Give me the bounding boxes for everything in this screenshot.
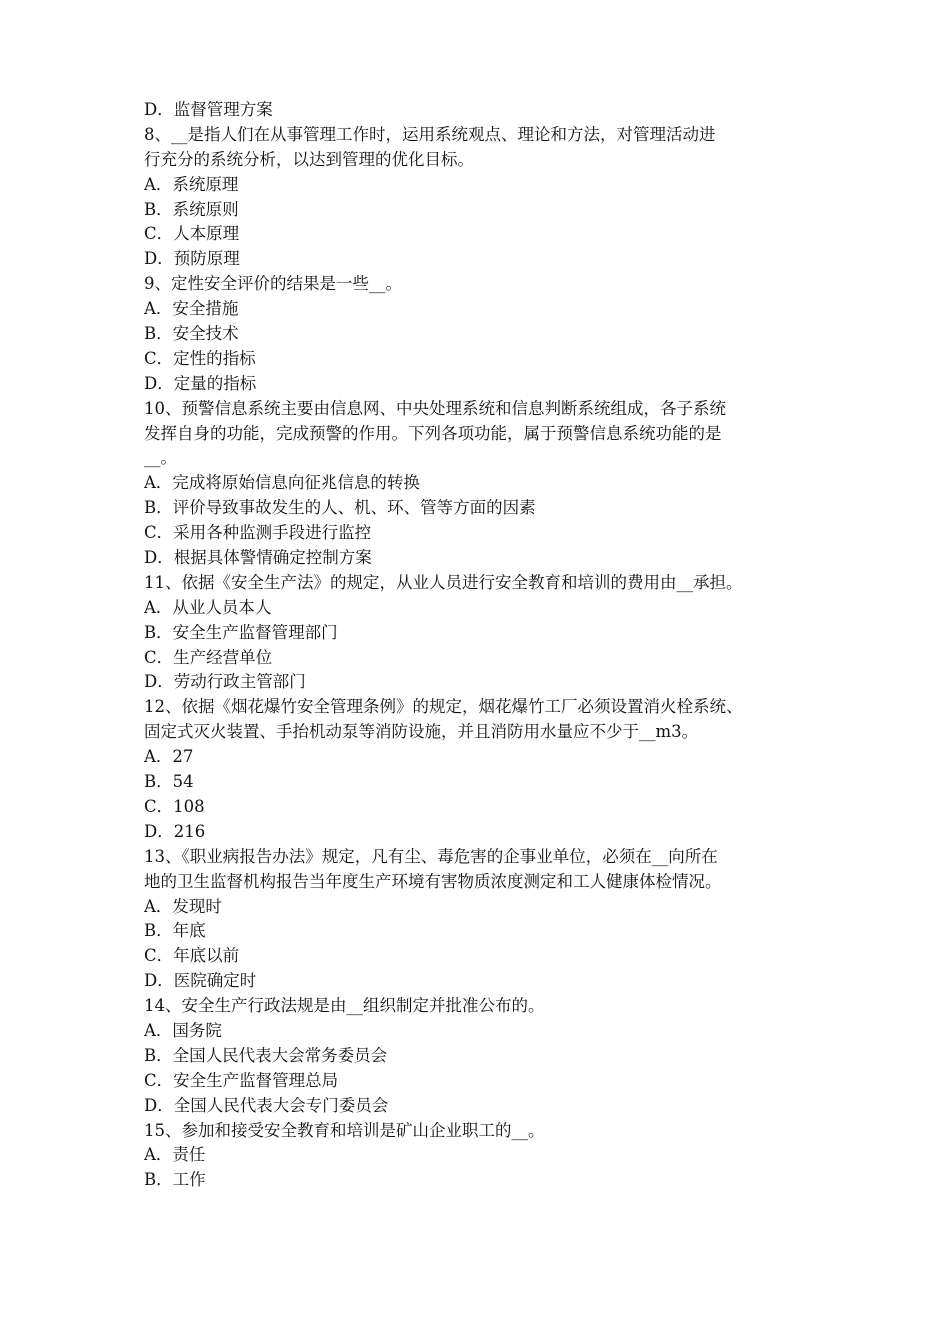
option-a-q15: A．责任	[144, 1145, 206, 1165]
option-c-q9: C．定性的指标	[144, 348, 256, 368]
option-d-q14: D．全国人民代表大会专门委员会	[144, 1095, 389, 1115]
option-c-q10: C．采用各种监测手段进行监控	[144, 523, 372, 543]
option-b-q14: B．全国人民代表大会常务委员会	[144, 1045, 388, 1065]
question-9: 9、定性安全评价的结果是一些__。	[144, 274, 402, 294]
option-b-q10: B．评价导致事故发生的人、机、环、管等方面的因素	[144, 498, 536, 518]
question-15: 15、参加和接受安全教育和培训是矿山企业职工的__。	[144, 1120, 545, 1140]
question-12-line-2: 固定式灭火装置、手抬机动泵等消防设施，并且消防用水量应不少于__m3。	[144, 722, 699, 742]
question-8-line-2: 行充分的系统分析，以达到管理的优化目标。	[144, 149, 474, 169]
question-8-line-1: 8、__是指人们在从事管理工作时，运用系统观点、理论和方法，对管理活动进	[144, 124, 716, 144]
option-b-q13: B．年底	[144, 921, 206, 941]
question-12-line-1: 12、依据《烟花爆竹安全管理条例》的规定，烟花爆竹工厂必须设置消火栓系统、	[144, 697, 743, 717]
question-13-line-1: 13、《职业病报告办法》规定，凡有尘、毒危害的企事业单位，必须在__向所在	[144, 846, 718, 866]
question-10-line-3: __。	[144, 448, 177, 468]
option-a-q8: A．系统原理	[144, 174, 239, 194]
option-d-q10: D．根据具体警情确定控制方案	[144, 548, 372, 568]
question-11: 11、依据《安全生产法》的规定，从业人员进行安全教育和培训的费用由__承担。	[144, 572, 743, 592]
option-a-q9: A．安全措施	[144, 299, 239, 319]
option-c-q8: C．人本原理	[144, 224, 240, 244]
question-14: 14、安全生产行政法规是由__组织制定并批准公布的。	[144, 996, 545, 1016]
option-d-q9: D．定量的指标	[144, 373, 257, 393]
option-b-q11: B．安全生产监督管理部门	[144, 622, 338, 642]
option-c-q13: C．年底以前	[144, 946, 240, 966]
question-13-line-2: 地的卫生监督机构报告当年度生产环境有害物质浓度测定和工人健康体检情况。	[144, 871, 722, 891]
option-b-q9: B．安全技术	[144, 324, 239, 344]
option-c-q12: C．108	[144, 796, 205, 816]
option-b-q8: B．系统原则	[144, 199, 239, 219]
option-d-q11: D．劳动行政主管部门	[144, 672, 306, 692]
option-a-q11: A．从业人员本人	[144, 597, 272, 617]
option-c-q14: C．安全生产监督管理总局	[144, 1070, 339, 1090]
option-a-q13: A．发现时	[144, 896, 222, 916]
option-b-q15: B．工作	[144, 1170, 206, 1190]
option-d-q8: D．预防原理	[144, 249, 240, 269]
option-d-q7: D．监督管理方案	[144, 100, 273, 119]
question-10-line-2: 发挥自身的功能，完成预警的作用。下列各项功能，属于预警信息系统功能的是	[144, 423, 722, 443]
option-a-q12: A．27	[144, 747, 194, 767]
option-b-q12: B．54	[144, 772, 194, 792]
option-d-q12: D．216	[144, 821, 206, 841]
question-10-line-1: 10、预警信息系统主要由信息网、中央处理系统和信息判断系统组成，各子系统	[144, 398, 726, 418]
option-a-q10: A．完成将原始信息向征兆信息的转换	[144, 473, 420, 493]
option-c-q11: C．生产经营单位	[144, 647, 273, 667]
option-d-q13: D．医院确定时	[144, 971, 257, 991]
document-page	[144, 98, 812, 1193]
option-a-q14: A．国务院	[144, 1020, 222, 1040]
